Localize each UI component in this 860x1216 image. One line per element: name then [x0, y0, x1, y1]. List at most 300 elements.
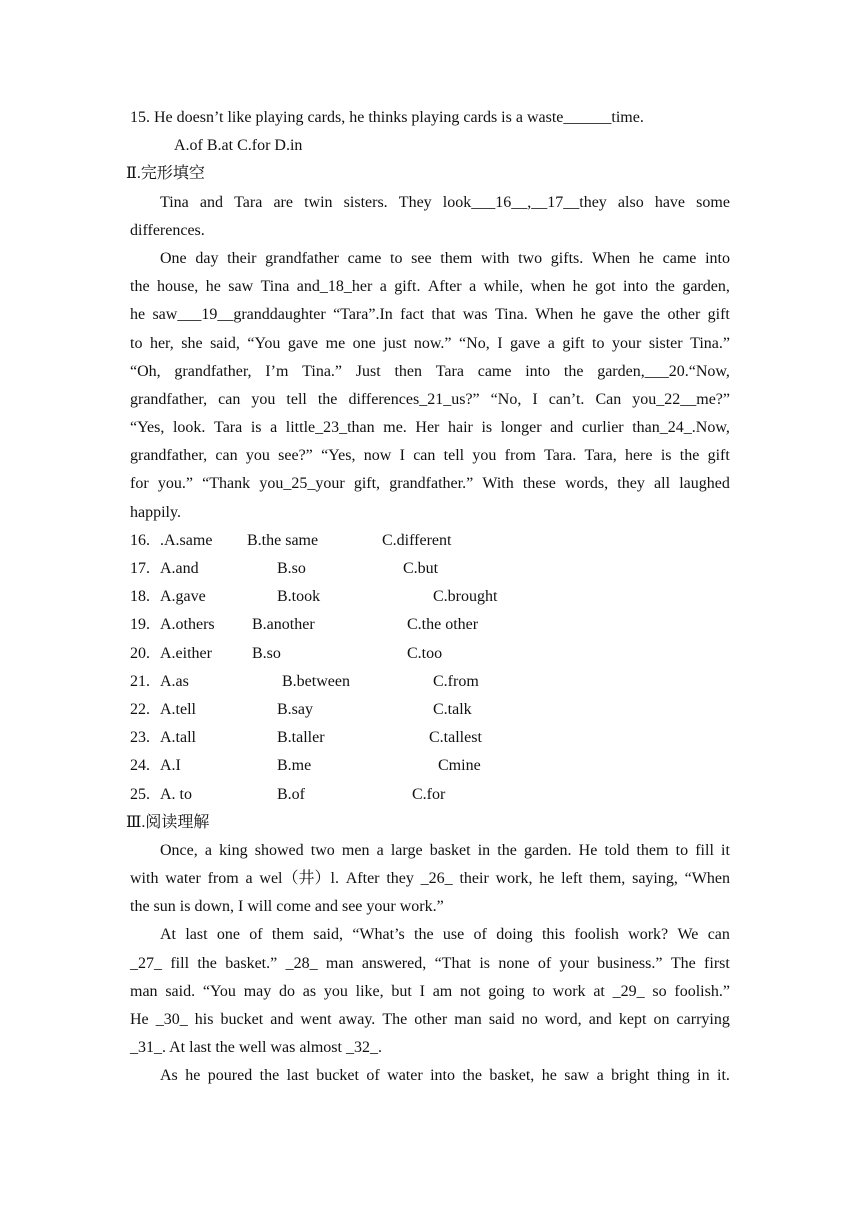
word: The [382, 1011, 408, 1028]
word: foolish [574, 926, 619, 944]
word: gave [510, 334, 541, 352]
word: the [462, 1067, 482, 1085]
word: _27_ [130, 954, 162, 972]
word: you [472, 447, 497, 465]
option-number: 19. [130, 616, 150, 634]
word: Tina [160, 193, 189, 211]
option-row [130, 640, 730, 668]
word: “You [202, 982, 236, 1000]
word: basket, [489, 1067, 535, 1085]
word: foolish.” [674, 982, 730, 1000]
word: gift [707, 306, 730, 324]
passage-line [130, 865, 730, 893]
passage-line [130, 414, 730, 442]
word: to [130, 334, 143, 352]
word: and [550, 419, 574, 437]
word: other [667, 306, 701, 324]
option-row [130, 527, 730, 555]
word: _31_. At last the well was almost _32_. [130, 1039, 382, 1057]
word: from [207, 870, 239, 888]
word: I [399, 447, 405, 465]
word: “Tara”.In [333, 306, 393, 324]
word: to [675, 841, 689, 859]
word: The [670, 954, 696, 972]
word: Tina.” [690, 334, 730, 352]
passage-line [130, 950, 730, 978]
option-a: A.tall [160, 729, 196, 747]
word: work [552, 982, 586, 1000]
word: One [160, 249, 187, 267]
word: two [518, 249, 543, 267]
passage-line [130, 442, 730, 470]
word: Just [355, 362, 381, 380]
word: of [473, 926, 487, 944]
word: look___16__,__17__they [442, 193, 607, 211]
option-number: 20. [130, 644, 150, 662]
word: man [325, 954, 354, 972]
word: you [323, 982, 348, 1000]
option-row [130, 555, 730, 583]
word: of [537, 954, 552, 972]
word: basket [429, 841, 471, 859]
word: “Yes, [130, 419, 165, 437]
word: words, [564, 475, 609, 493]
word: it [721, 841, 730, 859]
word: business.” [597, 954, 663, 972]
word: of [249, 926, 263, 944]
word: can [413, 447, 436, 465]
passage-line [130, 386, 730, 414]
section-3-heading: Ⅲ.阅读理解 [126, 813, 210, 831]
word: none [498, 954, 530, 972]
word: He [130, 1011, 149, 1028]
word: he [539, 870, 555, 888]
word: saying, [632, 870, 678, 888]
word: was [462, 306, 488, 324]
passage-line [130, 1034, 730, 1062]
word: When [591, 249, 631, 267]
document-page [126, 104, 730, 1091]
word: so [652, 982, 667, 1000]
word: “Oh, [130, 362, 161, 380]
word: curlier [581, 419, 624, 437]
cloze-passage [130, 189, 730, 527]
option-a: A.others [160, 616, 215, 634]
word: “You [247, 334, 281, 352]
word: you_22__me?” [632, 390, 730, 408]
option-a: A.gave [160, 588, 206, 606]
word: “When [684, 870, 730, 888]
word: use [442, 926, 465, 944]
word: away. [338, 1011, 376, 1028]
question-15-stem: 15. He doesn’t like playing cards, he thinks playing cards is a waste______time. [130, 109, 644, 126]
word: I [497, 334, 503, 352]
word: tell [286, 390, 307, 408]
word: is [660, 447, 672, 465]
word: in [477, 841, 491, 859]
word: a [469, 278, 477, 296]
option-b: B.taller [277, 729, 325, 747]
word: other [414, 1011, 448, 1028]
word: gave [603, 306, 634, 324]
word: are [273, 193, 293, 211]
word: showed [254, 841, 304, 859]
option-b: B.took [277, 588, 321, 606]
word: all [654, 475, 671, 493]
word: as [302, 982, 317, 1000]
word: and [199, 193, 223, 211]
word: in [697, 1067, 710, 1085]
word: when [530, 278, 566, 296]
word: like, [355, 982, 384, 1000]
word: saw___19__granddaughter [152, 306, 326, 324]
option-b: B.between [282, 672, 350, 690]
word: just [383, 334, 407, 352]
word: you [251, 390, 276, 408]
option-a: .A.same [160, 531, 213, 549]
word: “No, [459, 334, 490, 352]
option-row [130, 696, 730, 724]
word: they [386, 870, 414, 888]
option-number: 22. [130, 700, 150, 718]
word: and [588, 1011, 612, 1028]
word: the [414, 926, 434, 944]
word: came [477, 362, 512, 380]
word: a [245, 870, 253, 888]
word: can’t. [548, 390, 585, 408]
word: not [460, 982, 481, 1000]
word: sister [648, 334, 683, 352]
word: on [653, 1011, 670, 1028]
option-c: Cmine [438, 757, 481, 775]
word: the [679, 447, 700, 465]
word: them [271, 926, 304, 944]
word: We [677, 926, 699, 944]
word: is [479, 954, 491, 972]
word: he [130, 306, 146, 324]
word: Her [415, 419, 440, 437]
word: can [215, 447, 238, 465]
option-number: 25. [130, 785, 150, 803]
option-row [130, 668, 730, 696]
word: than_24_.Now, [632, 419, 730, 437]
option-row [130, 752, 730, 780]
word: At [160, 926, 176, 944]
word: fill [170, 954, 190, 972]
word: it. [717, 1067, 730, 1085]
option-b: B.me [277, 757, 312, 775]
word: now.” [413, 334, 452, 352]
word: little_23_than [285, 419, 375, 437]
word: differences. [130, 221, 205, 239]
option-row [130, 583, 730, 611]
word: for [130, 475, 149, 493]
word: from [504, 447, 536, 465]
word: you [245, 447, 270, 465]
option-c: C.talk [433, 700, 472, 718]
word: came [662, 249, 697, 267]
word: basket.” [225, 954, 278, 972]
word: her, [149, 334, 174, 352]
word: the [497, 841, 517, 859]
option-c: C.brought [433, 588, 498, 606]
word: As [160, 1067, 178, 1085]
option-row [130, 611, 730, 639]
word: into [623, 278, 648, 296]
word: do [279, 982, 295, 1000]
reading-passage [130, 837, 730, 1091]
word: Tina [260, 278, 290, 296]
word: am [432, 982, 453, 1000]
word: day [195, 249, 219, 267]
word: and_18_her [296, 278, 373, 296]
word: happily. [130, 503, 181, 521]
word: gift, [353, 475, 381, 493]
word: Tina. [494, 306, 528, 324]
word: into [430, 1067, 455, 1085]
word: answered, [361, 954, 427, 972]
word: the sun is down, I will come and see your work.” [130, 898, 444, 916]
word: went [300, 1011, 332, 1028]
word: his [194, 1011, 214, 1028]
option-c: C.for [412, 785, 446, 803]
word: tell [443, 447, 465, 465]
word: gift. [394, 278, 421, 296]
word: look. [172, 419, 206, 437]
word: the [640, 306, 661, 324]
word: got [595, 278, 616, 296]
option-number: 18. [130, 588, 150, 606]
passage-line [130, 273, 730, 301]
word: at [593, 982, 605, 1000]
word: I [419, 982, 425, 1000]
word: Tina.” [302, 362, 343, 380]
word: to [532, 982, 545, 1000]
word: you_25_your [259, 475, 345, 493]
word: man [454, 1011, 482, 1028]
word: said, [313, 926, 343, 944]
word: grandfather, [174, 362, 252, 380]
word: told [604, 841, 630, 859]
word: their [227, 249, 257, 267]
word: no [521, 1011, 538, 1028]
word: me [325, 334, 346, 352]
word: “No, [490, 390, 522, 408]
word: is [250, 419, 262, 437]
option-a: A. to [160, 785, 192, 803]
word: and [270, 1011, 294, 1028]
option-number: 17. [130, 560, 150, 577]
word: man [130, 982, 158, 1000]
passage-line [130, 837, 730, 865]
word: water [387, 1067, 423, 1085]
word: a [270, 419, 278, 437]
word: Tara. [544, 447, 577, 465]
word: he [580, 306, 596, 324]
word: garden. [523, 841, 572, 859]
word: now [363, 447, 392, 465]
passage-line [130, 301, 730, 329]
option-row [130, 781, 730, 809]
word: this [541, 926, 566, 944]
word: When [535, 306, 574, 324]
word: hair [447, 419, 473, 437]
word: gifts. [550, 249, 584, 267]
word: work, [495, 870, 533, 888]
word: the [655, 278, 675, 296]
option-a: A.tell [160, 700, 196, 718]
word: of [366, 1067, 380, 1085]
word: see [411, 249, 432, 267]
word: some [696, 193, 730, 211]
word: twin [304, 193, 333, 211]
word: I’m [265, 362, 289, 380]
word: your [612, 334, 642, 352]
word: _26_ [420, 870, 453, 888]
word: _29_ [612, 982, 645, 1000]
word: I [532, 390, 538, 408]
word: he [185, 1067, 201, 1085]
option-number: 24. [130, 757, 150, 775]
word: men [341, 841, 370, 859]
option-a: A.as [160, 672, 189, 690]
passage-line [130, 358, 730, 386]
word: they [617, 475, 645, 493]
word: carrying [676, 1011, 730, 1028]
word: bright [611, 1067, 650, 1085]
word: With [482, 475, 514, 493]
word: these [522, 475, 556, 493]
word: may [243, 982, 272, 1000]
word: _30_ [155, 1011, 188, 1028]
word: the [130, 278, 150, 296]
passage-line [130, 978, 730, 1006]
option-a: A.and [160, 560, 199, 577]
option-a: A.I [160, 757, 181, 775]
word: last [185, 926, 208, 944]
word: _28_ [285, 954, 318, 972]
option-c: C.tallest [429, 729, 482, 747]
word: large [390, 841, 423, 859]
word: then [394, 362, 422, 380]
option-c: C.the other [407, 616, 479, 634]
option-b: B.the same [247, 531, 319, 549]
word: the [197, 954, 217, 972]
option-a: A.either [160, 644, 212, 662]
word: doing [496, 926, 533, 944]
word: to [592, 334, 605, 352]
word: “That [434, 954, 471, 972]
option-b: B.so [252, 644, 281, 662]
word: going [488, 982, 525, 1000]
word: water [165, 870, 201, 888]
word: gift [562, 334, 585, 352]
word: he [572, 278, 588, 296]
word: gave [287, 334, 319, 352]
word: see?” [278, 447, 313, 465]
word: while, [483, 278, 524, 296]
word: wel（井）l. [259, 870, 339, 888]
word: that [431, 306, 456, 324]
word: to [390, 249, 403, 267]
option-c: C.but [403, 560, 439, 577]
word: “Thank [202, 475, 251, 493]
word: one [352, 334, 376, 352]
word: them, [589, 870, 626, 888]
word: he [638, 249, 654, 267]
option-c: C.from [433, 672, 479, 690]
word: is [481, 419, 493, 437]
word: saw [564, 1067, 590, 1085]
word: two [310, 841, 335, 859]
word: also [617, 193, 644, 211]
word: thing [656, 1067, 690, 1085]
passage-line [130, 189, 730, 217]
word: After [427, 278, 462, 296]
word: Tara [234, 193, 263, 211]
word: your [559, 954, 589, 972]
word: came [347, 249, 382, 267]
word: poured [207, 1067, 253, 1085]
word: saw [228, 278, 254, 296]
word: the [259, 1067, 280, 1085]
option-b: B.of [277, 785, 305, 803]
passage-line [130, 1062, 730, 1090]
word: grandfather, [130, 447, 208, 465]
word: house, [156, 278, 199, 296]
passage-line [130, 1006, 730, 1034]
passage-line [130, 893, 730, 921]
word: bucket [220, 1011, 264, 1028]
word: me. [383, 419, 407, 437]
word: a [376, 841, 384, 859]
option-row [130, 724, 730, 752]
word: grandfather.” [389, 475, 474, 493]
word: you.” [157, 475, 193, 493]
option-b: B.so [277, 560, 306, 577]
word: into [705, 249, 730, 267]
word: have [654, 193, 686, 211]
word: kept [618, 1011, 647, 1028]
word: “What’s [352, 926, 405, 944]
word: here [625, 447, 653, 465]
word: he [541, 1067, 557, 1085]
word: said [488, 1011, 515, 1028]
word: the [563, 362, 584, 380]
word: can [707, 926, 730, 944]
word: Can [595, 390, 622, 408]
word: “Yes, [321, 447, 356, 465]
word: first [704, 954, 730, 972]
word: garden,___20.“Now, [597, 362, 730, 380]
passage-line [130, 245, 730, 273]
passage-line [130, 330, 730, 358]
option-number: 21. [130, 672, 150, 690]
passage-line [130, 470, 730, 498]
word: with [130, 870, 159, 888]
word: longer [500, 419, 542, 437]
word: a [547, 334, 555, 352]
word: a [204, 841, 213, 859]
word: Tara, [584, 447, 617, 465]
word: the [317, 390, 338, 408]
word: their [459, 870, 489, 888]
word: Tara [214, 419, 243, 437]
passage-line [130, 921, 730, 949]
word: fill [695, 841, 714, 859]
word: work? [628, 926, 669, 944]
option-number: 23. [130, 729, 150, 747]
